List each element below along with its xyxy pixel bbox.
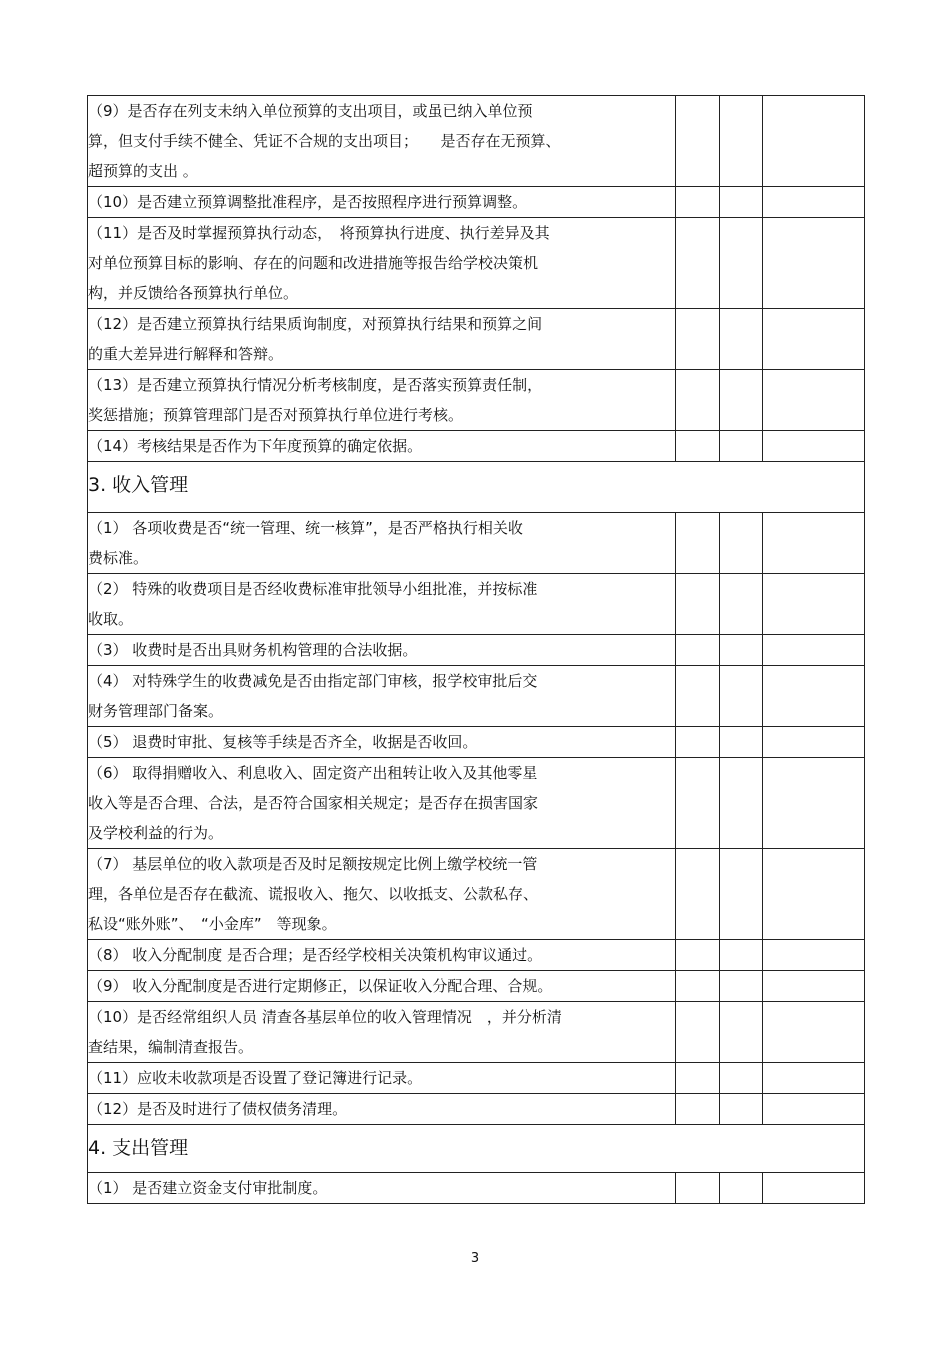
item-line: （8） 收入分配制度 是否合理；是否经学校相关决策机构审议通过。 bbox=[88, 946, 543, 964]
item-line: 及学校利益的行为。 bbox=[88, 824, 224, 842]
check-cell[interactable] bbox=[720, 971, 763, 1002]
item-line: （5） 退费时审批、复核等手续是否齐全，收据是否收回。 bbox=[88, 733, 478, 751]
check-cell[interactable] bbox=[676, 849, 720, 940]
table-row bbox=[88, 431, 865, 462]
check-cell[interactable] bbox=[720, 431, 763, 462]
item-line: 奖惩措施；预算管理部门是否对预算执行单位进行考核。 bbox=[88, 406, 464, 424]
check-cell[interactable] bbox=[720, 758, 763, 849]
checklist-table bbox=[87, 95, 865, 1204]
checklist-item-text bbox=[88, 370, 676, 431]
check-cell[interactable] bbox=[720, 370, 763, 431]
section-row bbox=[88, 462, 865, 513]
check-cell[interactable] bbox=[763, 666, 865, 727]
check-cell[interactable] bbox=[763, 513, 865, 574]
check-cell[interactable] bbox=[763, 370, 865, 431]
table-row bbox=[88, 370, 865, 431]
check-cell[interactable] bbox=[763, 309, 865, 370]
section-row bbox=[88, 1125, 865, 1173]
table-row bbox=[88, 1063, 865, 1094]
table-row bbox=[88, 574, 865, 635]
check-cell[interactable] bbox=[720, 1002, 763, 1063]
checklist-item-text bbox=[88, 218, 676, 309]
item-line: 收入等是否合理、合法，是否符合国家相关规定；是否存在损害国家 bbox=[88, 794, 539, 812]
check-cell[interactable] bbox=[676, 187, 720, 218]
item-line: （11）应收未收款项是否设置了登记簿进行记录。 bbox=[88, 1069, 423, 1087]
check-cell[interactable] bbox=[720, 218, 763, 309]
check-cell[interactable] bbox=[720, 574, 763, 635]
check-cell[interactable] bbox=[720, 1063, 763, 1094]
check-cell[interactable] bbox=[720, 309, 763, 370]
item-line: （10）是否建立预算调整批准程序，是否按照程序进行预算调整。 bbox=[88, 193, 528, 211]
item-line: 财务管理部门备案。 bbox=[88, 702, 224, 720]
table-row bbox=[88, 1002, 865, 1063]
item-line: （7） 基层单位的收入款项是否及时足额按规定比例上缴学校统一管 bbox=[88, 855, 538, 873]
table-row bbox=[88, 1173, 865, 1204]
check-cell[interactable] bbox=[676, 940, 720, 971]
check-cell[interactable] bbox=[720, 940, 763, 971]
checklist-item-text bbox=[88, 758, 676, 849]
check-cell[interactable] bbox=[763, 574, 865, 635]
check-cell[interactable] bbox=[720, 1094, 763, 1125]
section-heading: 3. 收入管理 bbox=[88, 462, 865, 513]
checklist-item-text bbox=[88, 1063, 676, 1094]
item-line: （6） 取得捐赠收入、利息收入、固定资产出租转让收入及其他零星 bbox=[88, 764, 538, 782]
checklist-item-text bbox=[88, 431, 676, 462]
checklist-item-text bbox=[88, 513, 676, 574]
check-cell[interactable] bbox=[676, 431, 720, 462]
check-cell[interactable] bbox=[676, 574, 720, 635]
check-cell[interactable] bbox=[763, 1063, 865, 1094]
table-row bbox=[88, 513, 865, 574]
checklist-item-text bbox=[88, 849, 676, 940]
table-row bbox=[88, 1094, 865, 1125]
table-row bbox=[88, 727, 865, 758]
checklist-item-text bbox=[88, 1094, 676, 1125]
page-number: 3 bbox=[470, 1251, 480, 1266]
item-line: （1） 是否建立资金支付审批制度。 bbox=[88, 1179, 328, 1197]
check-cell[interactable] bbox=[763, 1094, 865, 1125]
checklist-item-text bbox=[88, 187, 676, 218]
item-line: 查结果，编制清查报告。 bbox=[88, 1038, 254, 1056]
item-line: （2） 特殊的收费项目是否经收费标准审批领导小组批准，并按标准 bbox=[88, 580, 538, 598]
check-cell[interactable] bbox=[676, 758, 720, 849]
check-cell[interactable] bbox=[763, 187, 865, 218]
item-line: （12）是否建立预算执行结果质询制度，对预算执行结果和预算之间 bbox=[88, 315, 543, 333]
check-cell[interactable] bbox=[676, 1002, 720, 1063]
item-line: 的重大差异进行解释和答辩。 bbox=[88, 345, 284, 363]
item-line: （12）是否及时进行了债权债务清理。 bbox=[88, 1100, 348, 1118]
check-cell[interactable] bbox=[676, 370, 720, 431]
check-cell[interactable] bbox=[763, 1173, 865, 1204]
item-line: 算，但支付手续不健全、凭证不合规的支出项目； 是否存在无预算、 bbox=[88, 132, 561, 150]
check-cell[interactable] bbox=[676, 1173, 720, 1204]
table-row bbox=[88, 758, 865, 849]
checklist-item-text bbox=[88, 940, 676, 971]
item-line: 收取。 bbox=[88, 610, 134, 628]
checklist-item-text bbox=[88, 971, 676, 1002]
check-cell[interactable] bbox=[676, 1094, 720, 1125]
table-row bbox=[88, 218, 865, 309]
check-cell[interactable] bbox=[676, 1063, 720, 1094]
item-line: （4） 对特殊学生的收费减免是否由指定部门审核，报学校审批后交 bbox=[88, 672, 538, 690]
checklist-item-text bbox=[88, 96, 676, 187]
checklist-item-text bbox=[88, 574, 676, 635]
check-cell[interactable] bbox=[720, 1173, 763, 1204]
item-line: （3） 收费时是否出具财务机构管理的合法收据。 bbox=[88, 641, 418, 659]
check-cell[interactable] bbox=[763, 849, 865, 940]
check-cell[interactable] bbox=[676, 971, 720, 1002]
item-line: 理，各单位是否存在截流、谎报收入、拖欠、以收抵支、公款私存、 bbox=[88, 885, 539, 903]
table-row bbox=[88, 849, 865, 940]
check-cell[interactable] bbox=[763, 727, 865, 758]
item-line: （14）考核结果是否作为下年度预算的确定依据。 bbox=[88, 437, 423, 455]
check-cell[interactable] bbox=[763, 1002, 865, 1063]
check-cell[interactable] bbox=[676, 635, 720, 666]
check-cell[interactable] bbox=[763, 971, 865, 1002]
item-line: 对单位预算目标的影响、存在的问题和改进措施等报告给学校决策机 bbox=[88, 254, 539, 272]
item-line: （13）是否建立预算执行情况分析考核制度，是否落实预算责任制， bbox=[88, 376, 543, 394]
item-line: （1） 各项收费是否“统一管理、统一核算”，是否严格执行相关收 bbox=[88, 519, 523, 537]
table-row bbox=[88, 971, 865, 1002]
check-cell[interactable] bbox=[676, 309, 720, 370]
check-cell[interactable] bbox=[676, 666, 720, 727]
table-row bbox=[88, 187, 865, 218]
checklist-item-text bbox=[88, 1002, 676, 1063]
check-cell[interactable] bbox=[720, 666, 763, 727]
check-cell[interactable] bbox=[763, 431, 865, 462]
check-cell[interactable] bbox=[676, 96, 720, 187]
check-cell[interactable] bbox=[720, 727, 763, 758]
check-cell[interactable] bbox=[720, 635, 763, 666]
table-row bbox=[88, 666, 865, 727]
item-line: 费标准。 bbox=[88, 549, 149, 567]
check-cell[interactable] bbox=[763, 218, 865, 309]
table-row bbox=[88, 940, 865, 971]
check-cell[interactable] bbox=[763, 758, 865, 849]
check-cell[interactable] bbox=[763, 635, 865, 666]
check-cell[interactable] bbox=[676, 727, 720, 758]
checklist-item-text bbox=[88, 1173, 676, 1204]
check-cell[interactable] bbox=[720, 96, 763, 187]
check-cell[interactable] bbox=[720, 187, 763, 218]
check-cell[interactable] bbox=[676, 513, 720, 574]
check-cell[interactable] bbox=[763, 940, 865, 971]
item-line: 构，并反馈给各预算执行单位。 bbox=[88, 284, 299, 302]
check-cell[interactable] bbox=[763, 96, 865, 187]
checklist-item-text bbox=[88, 635, 676, 666]
section-heading: 4. 支出管理 bbox=[88, 1125, 865, 1173]
check-cell[interactable] bbox=[676, 218, 720, 309]
item-line: 超预算的支出 。 bbox=[88, 162, 198, 180]
item-line: （9） 收入分配制度是否进行定期修正，以保证收入分配合理、合规。 bbox=[88, 977, 553, 995]
item-line: （10）是否经常组织人员 清查各基层单位的收入管理情况 ，并分析清 bbox=[88, 1008, 562, 1026]
item-line: （11）是否及时掌握预算执行动态， 将预算执行进度、执行差异及其 bbox=[88, 224, 550, 242]
table-row bbox=[88, 309, 865, 370]
checklist-item-text bbox=[88, 727, 676, 758]
check-cell[interactable] bbox=[720, 849, 763, 940]
item-line: （9）是否存在列支未纳入单位预算的支出项目，或虽已纳入单位预 bbox=[88, 102, 533, 120]
check-cell[interactable] bbox=[720, 513, 763, 574]
item-line: 私设“账外账”、 “小金库” 等现象。 bbox=[88, 915, 337, 933]
checklist-body bbox=[88, 96, 865, 1204]
checklist-item-text bbox=[88, 666, 676, 727]
table-row bbox=[88, 635, 865, 666]
checklist-item-text bbox=[88, 309, 676, 370]
table-row bbox=[88, 96, 865, 187]
